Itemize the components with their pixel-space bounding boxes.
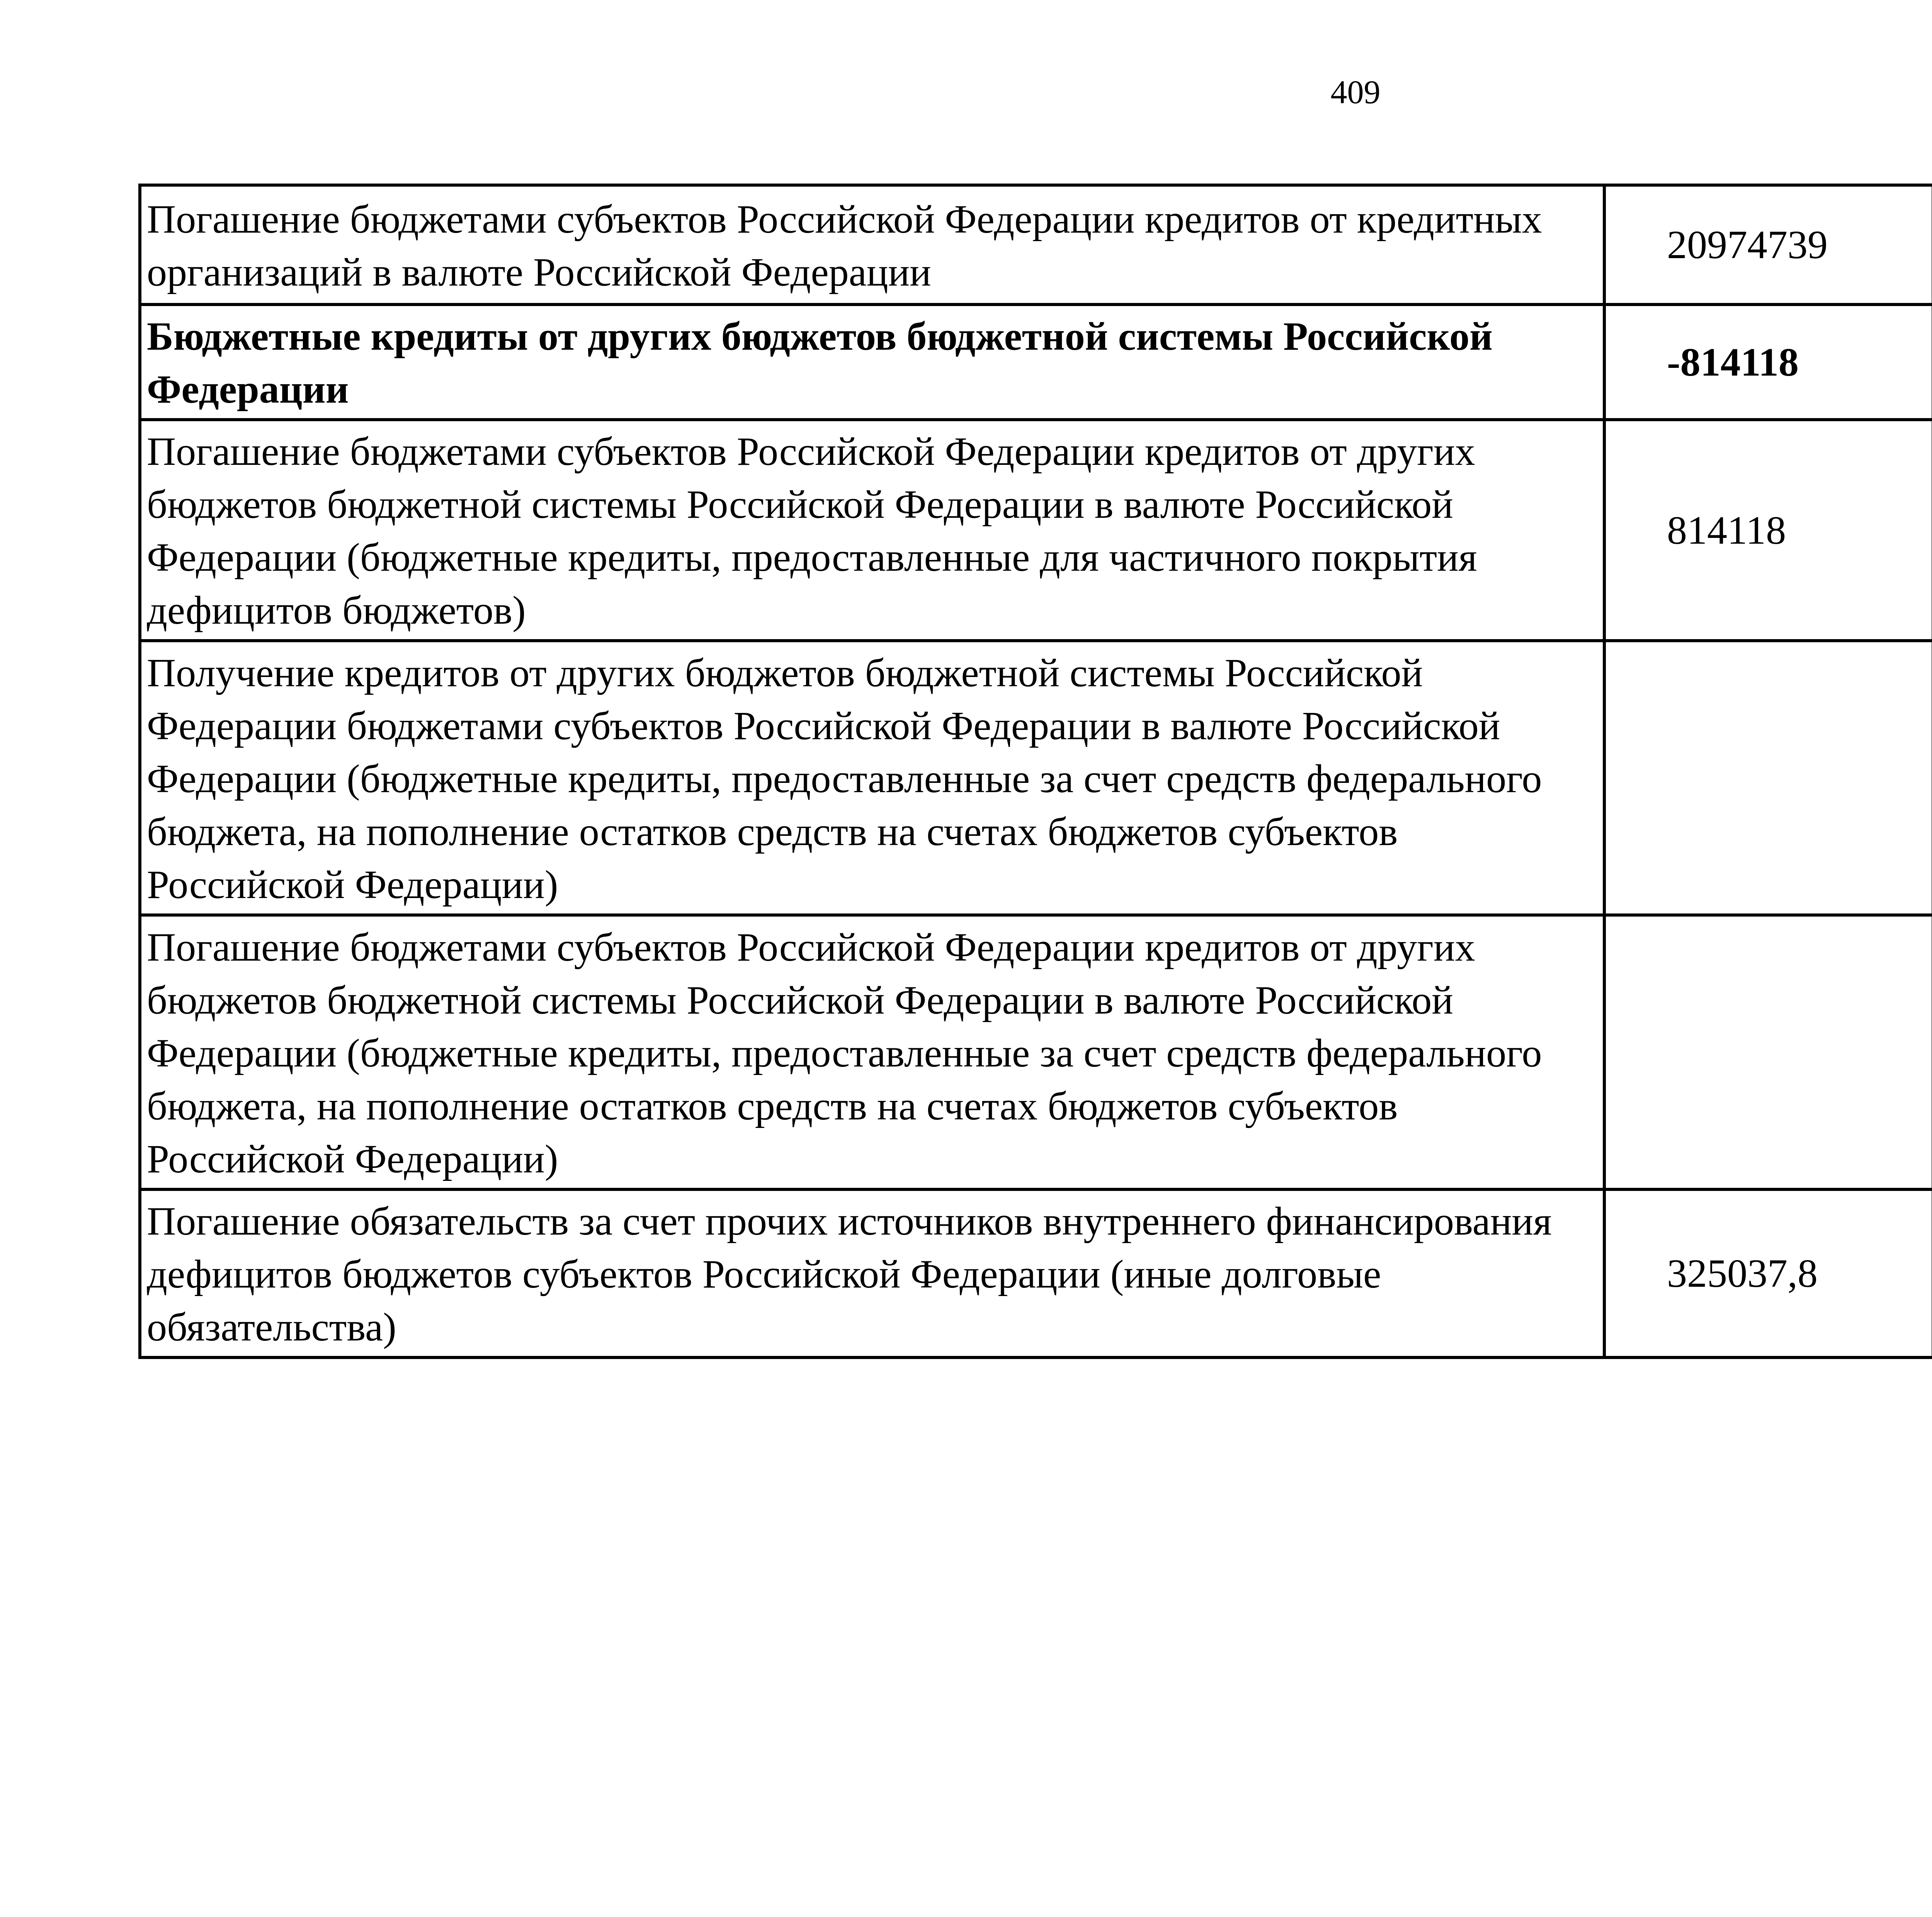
page-number: 409	[1330, 73, 1381, 111]
table-row	[140, 1189, 1932, 1357]
row-value-col1: 814118	[1604, 420, 1932, 641]
row-value-col1: 325037,8	[1604, 1189, 1932, 1357]
row-value-col1: 20974739	[1604, 185, 1932, 304]
table-row	[140, 304, 1932, 420]
table-row	[140, 915, 1932, 1189]
row-description: Погашение бюджетами субъектов Российской Федерации кредитов от кредитных организаций в валюте Российской Федерации	[140, 185, 1604, 304]
row-description: Погашение обязательств за счет прочих источников внутреннего финансирования дефицитов бюджетов субъектов Российской Федерации (иные долговые обязательства)	[140, 1189, 1604, 1357]
row-description: Получение кредитов от других бюджетов бюджетной системы Российской Федерации бюджетами субъектов Российской Федерации в валюте Российской Федерации (бюджетные кредиты, предоставленные за счет средств федерального бюджета, на пополнение остатков средств на счетах бюджетов субъектов Российской Федерации)	[140, 641, 1604, 915]
table-row	[140, 420, 1932, 641]
budget-sources-table	[138, 184, 1932, 1359]
table-row	[140, 641, 1932, 915]
row-value-col1	[1604, 641, 1932, 915]
row-description: Бюджетные кредиты от других бюджетов бюджетной системы Российской Федерации	[140, 304, 1604, 420]
row-description: Погашение бюджетами субъектов Российской Федерации кредитов от других бюджетов бюджетной системы Российской Федерации в валюте Российской Федерации (бюджетные кредиты, предоставленные за счет средств федерального бюджета, на пополнение остатков средств на счетах бюджетов субъектов Российской Федерации)	[140, 915, 1604, 1189]
row-value-col1	[1604, 915, 1932, 1189]
row-description: Погашение бюджетами субъектов Российской Федерации кредитов от других бюджетов бюджетной системы Российской Федерации в валюте Российской Федерации (бюджетные кредиты, предоставленные для частичного покрытия дефицитов бюджетов)	[140, 420, 1604, 641]
row-value-col1: -814118	[1604, 304, 1932, 420]
table-row	[140, 185, 1932, 304]
